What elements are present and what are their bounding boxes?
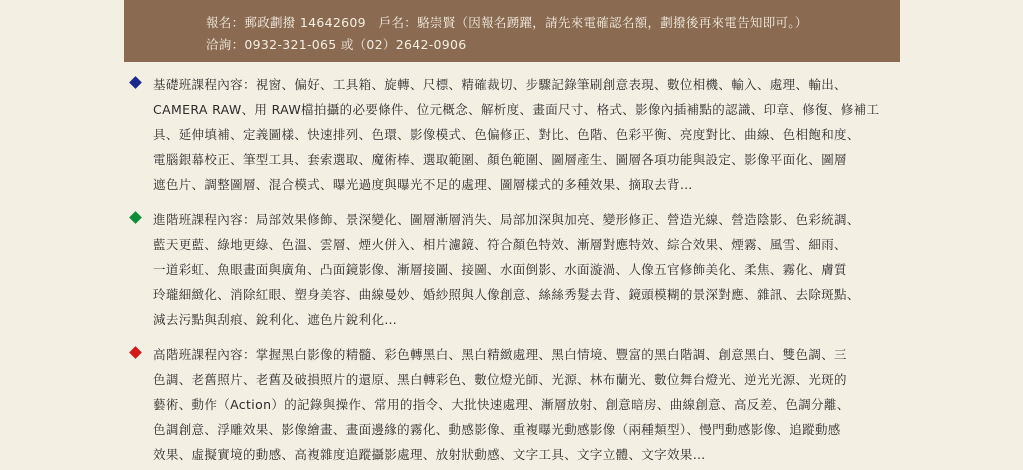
advanced-course-line: 色調、老舊照片、老舊及破損照片的還原、黑白轉彩色、數位燈光師、光源、林布蘭光、數位舞台燈光、逆光光源、光斑的 [153,372,847,387]
diamond-bullet-icon [129,346,142,359]
intermediate-course-line: 藍天更藍、綠地更綠、色溫、雲層、煙火併入、相片濾鏡、符合顏色特效、漸層對應特效、綜合效果、煙霧、風雪、細雨、 [153,237,847,252]
diamond-bullet-icon [129,76,142,89]
basic-course-text [153,72,880,197]
advanced-course-line: 高階班課程內容：掌握黑白影像的精髓、彩色轉黑白、黑白精緻處理、黑白情境、豐富的黑白階調、創意黑白、雙色調、三 [153,347,847,362]
diamond-bullet-icon [129,211,142,224]
registration-banner [124,0,900,62]
intermediate-course-line: 一道彩虹、魚眼畫面與廣角、凸面鏡影像、漸層接圖、接圖、水面倒影、水面漩渦、人像五官修飾美化、柔焦、霧化、膚質 [153,262,847,277]
contact-info: 洽詢：0932-321-065 或（02）2642-0906 [206,37,467,52]
intermediate-course-line: 玲瓏細緻化、消除紅眼、塑身美容、曲線曼妙、婚紗照與人像創意、絲絲秀髮去背、鏡頭模糊的景深對應、雜訊、去除斑點、 [153,287,860,302]
intermediate-course-line: 進階班課程內容：局部效果修飾、景深變化、圖層漸層消失、局部加深與加亮、變形修正、營造光線、營造陰影、色彩統調、 [153,212,860,227]
advanced-course-line: 效果、虛擬實境的動感、高複雜度追蹤攝影處理、放射狀動感、文字工具、文字立體、文字效果… [153,447,706,462]
advanced-course-text [153,342,876,467]
intermediate-course-text [153,207,876,332]
basic-course-line: 電腦銀幕校正、筆型工具、套索選取、魔術棒、選取範圍、顏色範圍、圖層產生、圖層各項功能與設定、影像平面化、圖層 [153,152,847,167]
basic-course-line: 基礎班課程內容：視窗、偏好、工具箱、旋轉、尺標、精確裁切、步驟記錄筆刷創意表現、數位相機、輸入、處理、輸出、 [153,77,847,92]
intermediate-course-line: 減去污點與刮痕、銳利化、遮色片銳利化… [153,312,398,327]
registration-info: 報名：郵政劃撥 14642609 戶名：駱崇賢（因報名踴躍，請先來電確認名額，劃撥後再來電告知即可。） [206,15,808,30]
basic-course-line: 具、延伸填補、定義圖樣、快速排列、色環、影像模式、色偏修正、對比、色階、色彩平衡、亮度對比、曲線、色相飽和度、 [153,127,860,142]
advanced-course-line: 色調創意、浮雕效果、影像繪畫、畫面邊緣的霧化、動感影像、重複曝光動感影像（兩種類型）、慢門動感影像、追蹤動感 [153,422,841,437]
advanced-course-line: 藝術、動作（Action）的記錄與操作、常用的指令、大批快速處理、漸層放射、創意暗房、曲線創意、高反差、色調分離、 [153,397,850,412]
basic-course-line: CAMERA RAW、用 RAW檔拍攝的必要條件、位元概念、解析度、畫面尺寸、格式、影像內插補點的認識、印章、修復、修補工 [153,102,880,117]
basic-course-line: 遮色片、調整圖層、混合模式、曝光過度與曝光不足的處理、圖層樣式的多種效果、摘取去背… [153,177,693,192]
